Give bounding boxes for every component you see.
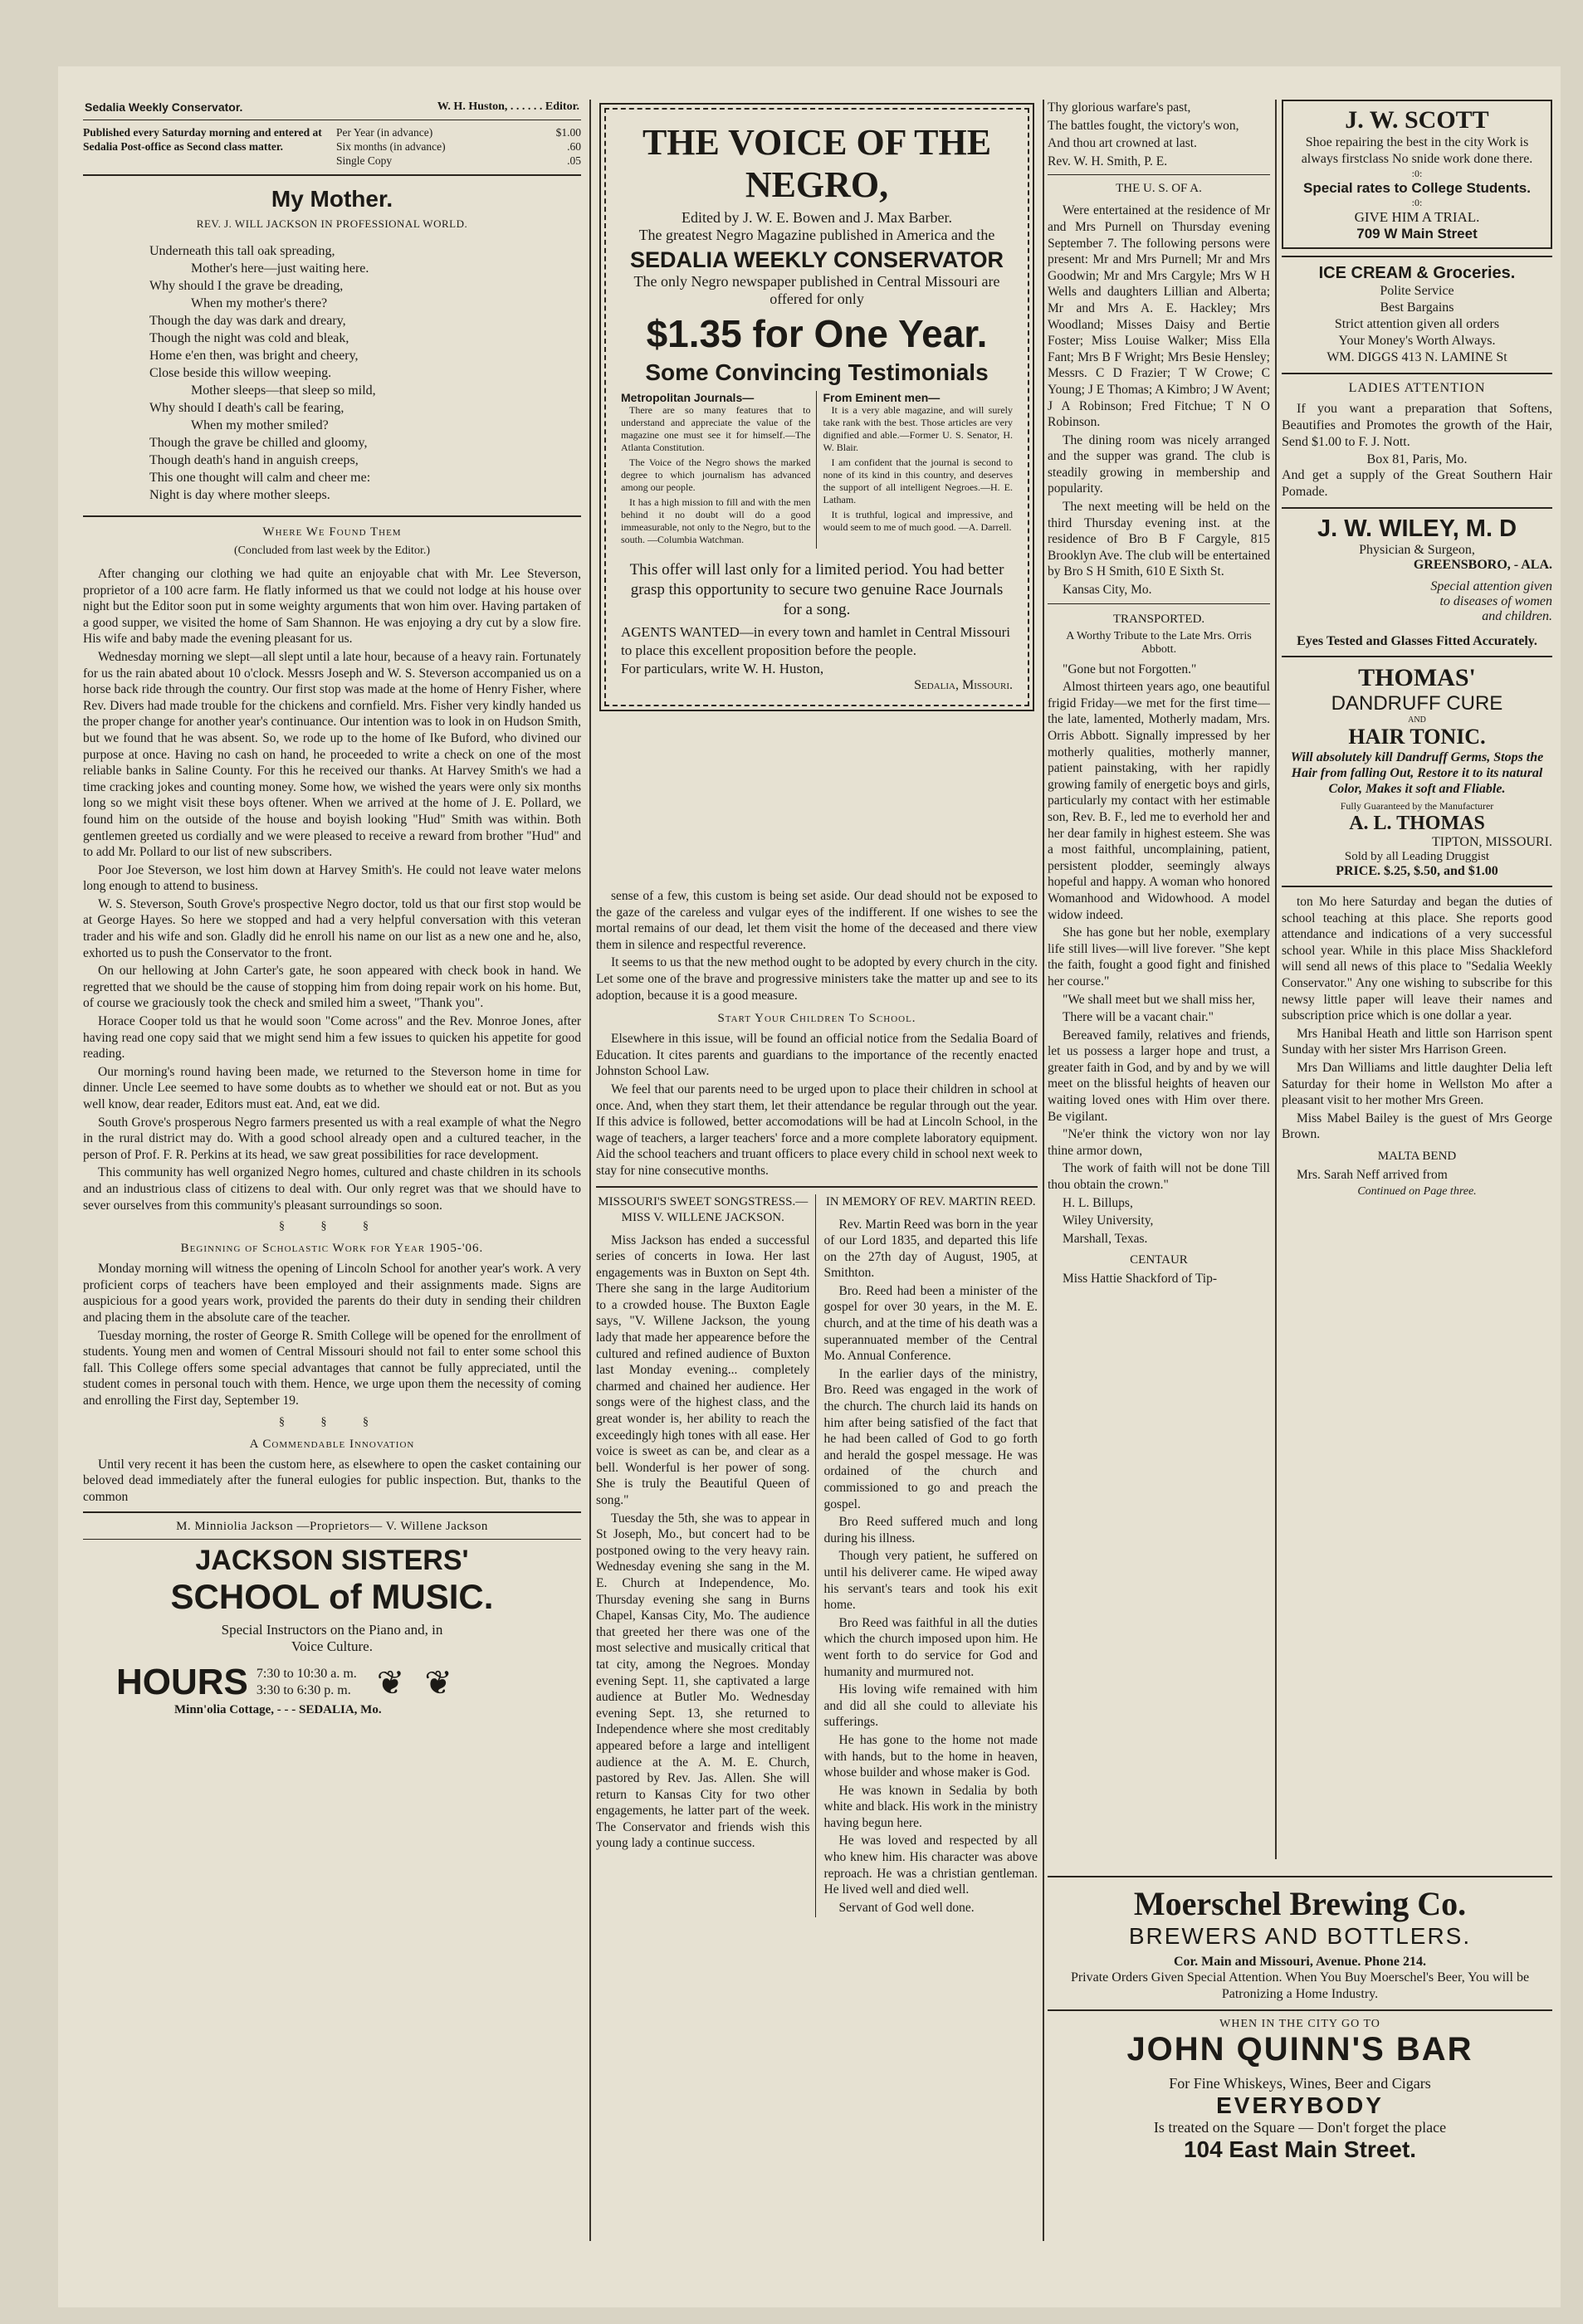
article-paragraph: Bereaved family, relatives and friends, let us possess a larger hope and trust, a greater faith in God, and by and by we will meet on the blissful heights of heaven our waiting loved ones with Him over there. Be vigilant.	[1048, 1028, 1270, 1124]
ad-line: Polite Service	[1380, 284, 1454, 298]
testimonial: It is truthful, logical and impressive, and would seem to me of much good. —A. Darrell.	[823, 509, 1013, 533]
article-heading: A Commendable Innovation	[249, 1437, 415, 1451]
hours-afternoon: 3:30 to 6:30 p. m.	[256, 1683, 351, 1698]
ad-line: Special Instructors on the Piano and, in	[221, 1622, 443, 1638]
column-4	[1282, 100, 1552, 1199]
column-3	[1048, 100, 1270, 1289]
ad-line: Sold by all Leading Druggist	[1344, 850, 1490, 863]
article-paragraph: "We shall meet but we shall miss her,	[1063, 992, 1255, 1007]
ice-cream-ad	[1282, 264, 1552, 366]
ad-title: THE VOICE OF THE	[642, 122, 992, 163]
poem-line: Rev. W. H. Smith, P. E.	[1048, 154, 1168, 168]
ad-name: LADIES ATTENTION	[1348, 381, 1486, 395]
ad-line: Shoe repairing the best in the city Work is always firstclass No snide work done there.	[1301, 135, 1533, 166]
article-body	[83, 566, 581, 1213]
article-paragraph: Almost thirteen years ago, one beautiful frigid Friday—we met for the first time—the late, lamented, Motherly madam, Mrs. Orris Abbott. Signally impressed by her motherly qualities, motherly manner, patient painstaking, with her rapidly growing family of energetic boys and girls, particularly my contact with her estimable son, Rev. B. F., led me to everhold her and her dear family in highest esteem. She was a most faithful, uncomplaining, patient, persistent plodder, seemingly always hopeful and happy. A woman who honored Womanhood and Widowhood. A model widow indeed.	[1048, 680, 1270, 922]
poem-line: When my mother's there?	[191, 296, 328, 310]
ad-line: The greatest Negro Magazine published in America and the	[638, 227, 995, 243]
column-rule	[1043, 100, 1044, 2241]
ad-name: ICE CREAM & Groceries.	[1318, 264, 1516, 282]
rate-row	[336, 139, 581, 154]
ad-line: Special rates to College Students.	[1303, 180, 1531, 196]
ad-line: Voice Culture.	[291, 1638, 373, 1655]
ad-name: JOHN QUINN'S BAR	[1126, 2031, 1473, 2068]
rates-block	[83, 125, 581, 168]
ad-line: Is treated on the Square — Don't forget the place	[1153, 2119, 1447, 2136]
article-body	[596, 1031, 1038, 1179]
poem-line: Underneath this tall oak spreading,	[149, 244, 335, 258]
rate-row	[336, 125, 581, 139]
article-body	[1048, 662, 1270, 1247]
article-paragraph: Were entertained at the residence of Mr and Mrs Purnell on Thursday evening September 7. The following persons were present: Mr and Mrs Purnell; Mr and Mrs Goodwin; Mr and Mrs Cargyle; Mrs W H Wells and daughters Lillian and Alberta; Mr and Mrs A. E. Hackley; Mrs Woodland; Misses Daisy and Bertie Foster; Miss Louise Walker; Miss Ella Fant; Mrs B F Wright; Mrs Besie Hensley; Messrs. C D Frazier; T W Crowe; C Young; J E Thomas; A Kimbro; J W Avent; J A Robinson; Fred Fitchue; T N O Robinson.	[1048, 203, 1270, 430]
music-school-ad	[83, 1520, 581, 1717]
poem-line: Thy glorious warfare's past,	[1048, 100, 1191, 115]
ad-line: DANDRUFF CURE	[1331, 692, 1503, 715]
ad-subheading: Some Convincing Testimonials	[645, 359, 989, 385]
article-paragraph: Wednesday morning we slept—all slept until a late hour, because of a heavy rain. Fortunately for us the rain abated about 10 o'clock. Messrs Joseph and W. S. Steverson accompanied us on a horse back ride through the country. Our first stop was made at the home of Henry Fisher, where Rev. Divers had made trouble for the chickens and cornfield. Mrs. Fisher very kindly handed us the proper change for another year's continuance. Our intention was to look in on Hudson Smith, but we found that he was absent. So, we rode up to the home of Ike Buford, who divined our purpose at once. Having no cash on hand, he proceeded to write a check on one of the most reliable banks in Saline County. For this he received our thanks. At Harvey Smith's we had a time cracking jokes and counting money. Some how, we wished the years were only six months long so we might visit these boys oftener. When we arrived at the home of J. E. Pollard, we found him on the outside of the house and boyish looking "Hud" Smith was within. Both gentlemen greeted us cordially and we were pleased to receive a reward from brother "Hud" and to add Mr. Pollard to our list of new subscribers.	[83, 649, 581, 860]
article-heading: IN MEMORY OF REV. MARTIN REED.	[825, 1194, 1036, 1208]
article-heading: Where We Found Them	[262, 525, 402, 539]
column-2	[596, 100, 1038, 723]
article-paragraph: The next meeting will be held on the third Thursday evening inst. at the residence of Bro B F Cargyle, 815 Brooklyn Ave. The club will be entertained by Bro S H Smith, 610 E Sixth St.	[1048, 500, 1270, 579]
poem-line: Mother's here—just waiting here.	[191, 261, 369, 276]
ad-proprietors: M. Minniolia Jackson —Proprietors— V. Willene Jackson	[176, 1520, 488, 1534]
ad-price: $1.35 for One Year.	[646, 312, 988, 355]
rate-row	[336, 154, 581, 168]
article-heading: THE U. S. OF A.	[1116, 182, 1202, 196]
poem-line: Though the night was cold and bleak,	[149, 331, 349, 345]
article-body	[596, 888, 1038, 1003]
poem-line: Home e'en then, was bright and cheery,	[149, 349, 359, 363]
ad-line: WHEN IN THE CITY GO TO	[1219, 2018, 1380, 2030]
ad-line: Fully Guaranteed by the Manufacturer	[1340, 800, 1494, 812]
brewing-ad	[1048, 1876, 1552, 2003]
article-paragraph: We feel that our parents need to be urged upon to place their children in school at once. And, when they start them, let their attendance be regular through out the year. If this advice is followed, better accomodations will be had at Lincoln School, in the wage of teachers, a larger teachers' force and a more complete laboratory equipment. Aid the school teachers and truant officers to place every child in school next week to stay for nine consecutive months.	[596, 1081, 1038, 1178]
hours-morning: 7:30 to 10:30 a. m.	[256, 1667, 357, 1682]
ad-line: Physician & Surgeon,	[1359, 543, 1475, 557]
column-1	[83, 100, 581, 1717]
thomas-ad	[1282, 664, 1552, 879]
poem-fragment	[1048, 100, 1270, 169]
article-paragraph: After changing our clothing we had quite an enjoyable chat with Mr. Lee Steverson, proprietor of a 100 acre farm. He flatly informed us that we could not lodge at his house over night but the Editor soon put in some weighty arguments that won him over. Having partaken of a good supper, we visited the home of Sam Shannon. He was enjoying a dry cut by a slow fire. His wife and baby made the evening pleasant for us.	[83, 567, 581, 647]
article-paragraph: Tuesday the 5th, she was to appear in St Joseph, Mo., but concert had to be postponed owing to the very heavy rain. Wednesday evening she sang in the M. E. Church at Independence, Mo. Thursday evening she sang in Burns Chapel, Kansas City, Mo. The audience that greeted her there was one of the most selective and musically critical that tat city, among the Negroes. Monday evening Sept. 11, she captivated a large audience at Butler Mo. Wednesday evening Sept. 13, she returned to Independence where she most creditably appeared before a large and intelligent audience at the A. M. E. Church, pastored by Rev. Jas. Allen. She will return to Kansas City for two other engagements, he latter part of the week. The Conservator and friends wish this young lady a continue success.	[596, 1511, 810, 1851]
article-heading: MALTA BEND	[1377, 1149, 1457, 1163]
article-body	[824, 1217, 1038, 1916]
article-paragraph: sense of a few, this custom is being set aside. Our dead should not be exposed to the gaze of the careless and vulgar eyes of the indifferent. If one wishes to see the mortal remains of our dead, let them visit the home of the deceased and there view them in silence and respectful reverence.	[596, 889, 1038, 952]
poem-title: My Mother.	[271, 186, 393, 212]
article-paragraph: On our hellowing at John Carter's gate, he soon appeared with check book in hand. We regretted that we should be the cause of stopping him from doing repair work on his home. But, of course we graciously took the check and smiled him a sweet, "Thank you".	[83, 964, 581, 1011]
testimonial: There are so many features that to understand and appreciate the value of the magazine one must see it for himself.—The Atlanta Constitution.	[621, 404, 811, 453]
article-subheading: (Concluded from last week by the Editor.)	[234, 544, 430, 557]
article-paragraph: H. L. Billups,	[1063, 1195, 1133, 1210]
section-ornament: § § §	[279, 1220, 385, 1233]
article-paragraph: She has gone but her noble, exemplary life still lives—will live forever. "She kept the faith, fought a good fight and finished her course."	[1048, 925, 1270, 989]
article-paragraph: Mrs. Sarah Neff arrived from	[1297, 1167, 1448, 1182]
article-paragraph: Mrs Hanibal Heath and little son Harrison spent Sunday with her sister Mrs Harrison Green.	[1282, 1026, 1552, 1057]
article-body	[1048, 203, 1270, 598]
article-paragraph: The dining room was nicely arranged and the supper was grand. The club is steadily growing in membership and popularity.	[1048, 432, 1270, 496]
article-paragraph: The work of faith will not be done Till thou obtain the crown."	[1048, 1161, 1270, 1193]
poem-line: And thou art crowned at last.	[1048, 136, 1197, 151]
article-paragraph: "Gone but not Forgotten."	[1063, 662, 1197, 676]
rate-price: .05	[567, 154, 581, 167]
hours-label: HOURS	[116, 1662, 248, 1703]
article-paragraph: "Ne'er think the victory won nor lay thine armor down,	[1048, 1127, 1270, 1158]
quinn-ad	[1048, 2018, 1552, 2163]
article-body	[1282, 894, 1552, 1143]
ad-line: Best Bargains	[1380, 300, 1454, 315]
article-paragraph: There will be a vacant chair."	[1063, 1010, 1214, 1025]
ad-line: Strict attention given all orders	[1334, 317, 1500, 331]
article-heading: Start Your Children To School.	[717, 1012, 916, 1026]
article-paragraph: He was loved and respected by all who knew him. His character was above reproach. He was a christian gentleman. He lived well and died well.	[823, 1833, 1038, 1897]
ad-name: JACKSON SISTERS'	[195, 1545, 469, 1577]
testimonial: The Voice of the Negro shows the marked degree to which journalism has advanced among our people.	[621, 456, 811, 493]
ad-line: A. L. THOMAS	[1349, 813, 1485, 834]
ad-line: GIVE HIM A TRIAL.	[1354, 209, 1480, 225]
article-paragraph: Mrs Dan Williams and little daughter Delia left Saturday for their home in Wellston Mo after a pleasant visit to her mother Mrs Green.	[1282, 1060, 1552, 1108]
wiley-ad	[1282, 515, 1552, 649]
article-paragraph: Servant of God well done.	[838, 1900, 975, 1915]
ad-line: and children.	[1482, 609, 1552, 623]
article-paragraph: Kansas City, Mo.	[1063, 583, 1152, 598]
poem-body	[83, 242, 581, 504]
ad-line: to diseases of women	[1439, 594, 1552, 608]
article-paragraph: Poor Joe Steverson, we lost him down at Harvey Smith's. He could not leave water melons long enough to attend to business.	[83, 862, 581, 894]
poem-line: Though the day was dark and dreary,	[149, 314, 346, 328]
article-paragraph: Until very recent it has been the custom here, as elsewhere to open the casket containing our beloved dead immediately after the funeral eulogies for public inspection. But, thanks to the common	[83, 1457, 581, 1504]
poem-line: Close beside this willow weeping.	[149, 366, 332, 380]
article-paragraph: Bro Reed was faithful in all the duties which the church imposed upon him. He went forth to do service for God and humanity and murmured not.	[823, 1615, 1038, 1679]
bottom-ads	[1048, 1876, 1552, 2163]
article-paragraph: W. S. Steverson, South Grove's prospective Negro doctor, told us that our first stop would be at George Hayes. So here we stopped and had a very helpful conversation with this veteran trader and his wife and son. Gladly did he enroll his name on our list as a new one and he, also, exhorted us to push the Conservator to the front.	[83, 896, 581, 960]
article-paragraph: Wiley University,	[1063, 1213, 1154, 1228]
scott-ad	[1282, 100, 1552, 249]
article-heading: Beginning of Scholastic Work for Year 1905-'06.	[180, 1242, 484, 1256]
article-body	[596, 1233, 810, 1853]
paper-name: Sedalia Weekly Conservator.	[85, 100, 243, 114]
ad-name: SCHOOL of MUSIC.	[170, 1577, 494, 1617]
ad-line: Private Orders Given Special Attention. When You Buy Moerschel's Beer, You will be Patronizing a Home Industry.	[1070, 1970, 1530, 2001]
ad-line: Will absolutely kill Dandruff Germs, Stops the Hair from falling Out, Restore it to its natural Color, Makes it soft and Fliable.	[1290, 750, 1544, 796]
article-paragraph: He was known in Sedalia by both white and black. His work in the ministry having begun here.	[823, 1783, 1038, 1830]
poem-line: When my mother smiled?	[191, 418, 329, 432]
voice-of-negro-ad	[604, 108, 1029, 706]
rate-list	[336, 125, 581, 168]
column-2-lower	[596, 888, 1038, 1917]
ad-name: J. W. WILEY, M. D	[1317, 515, 1517, 542]
ad-line: Special attention given	[1430, 579, 1552, 593]
poem-line: This one thought will calm and cheer me:	[149, 471, 371, 485]
article-paragraph: Though very patient, he suffered on until his deliverer came. He wiped away his servant's tears and took his exit home.	[823, 1549, 1038, 1613]
ad-separator: :0:	[1411, 197, 1423, 208]
poem-line: Though death's hand in anguish creeps,	[149, 453, 359, 467]
ad-address: 709 W Main Street	[1356, 226, 1478, 242]
article-body	[83, 1261, 581, 1409]
rate-label: Per Year (in advance)	[336, 126, 433, 139]
ad-line: Box 81, Paris, Mo.	[1366, 452, 1468, 466]
ad-name: THOMAS'	[1358, 664, 1476, 691]
article-heading: TRANSPORTED.	[1112, 612, 1205, 626]
poem-byline: REV. J. WILL JACKSON IN PROFESSIONAL WORLD.	[196, 217, 468, 230]
article-heading: MISSOURI'S SWEET SONGSTRESS.—MISS V. WILLENE JACKSON.	[598, 1194, 809, 1224]
ad-line: The only Negro newspaper published in Central Missouri are offered for only	[633, 273, 1000, 307]
poem-line: Why should I death's call be fearing,	[149, 401, 344, 415]
ad-separator: :0:	[1411, 168, 1423, 179]
ad-address: 104 East Main Street.	[1183, 2136, 1417, 2162]
ad-line: BREWERS AND BOTTLERS.	[1128, 1923, 1472, 1949]
continued-note: Continued on Page three.	[1357, 1184, 1477, 1198]
poem-line: The battles fought, the victory's won,	[1048, 118, 1239, 133]
ad-offer: This offer will last only for a limited period. You had better grasp this opportunity to secure two genuine Race Journals for a song.	[629, 561, 1004, 618]
ad-line: And get a supply of the Great Southern Hair Pomade.	[1282, 468, 1552, 499]
ad-price: PRICE. $.25, $.50, and $1.00	[1336, 864, 1498, 878]
article-paragraph: Tuesday morning, the roster of George R. Smith College will be opened for the enrollment of students. Young men and women of Central Missouri should not fail to enter some school this fall. This College offers some special advantages that cannot be fully appreciated, until the student comes in personal touch with them. Hence, we urge upon them the necessity of coming and enrolling the First day, September 19.	[83, 1328, 581, 1408]
column-rule	[1275, 100, 1277, 1859]
article-paragraph: Bro. Reed had been a minister of the gospel for over 30 years, in the M. E. church, and at the time of his death was a superannuated member of the Central Mo. Annual Conference.	[823, 1283, 1038, 1364]
article-paragraph: Miss Jackson has ended a successful series of concerts in Iowa. Her last engagements was in Buxton on Sept 4th. There she sang in the large Auditorium to a crowded house. The Buxton Eagle says, "V. Willene Jackson, the young lady that made her appearence before the cultured and refined audience of Buxton last Monday evening... completely charmed and chained her audience. Her songs were of the highest class, and the great wonder is, her ability to reach the exceedingly high tones with all ease. Her voice is sweet as can be, and clear as a bell. Wonderful is her power of song. She is truly the Beautiful Queen of song."	[596, 1233, 810, 1507]
ad-line: GREENSBORO, - ALA.	[1413, 558, 1552, 572]
ad-paper-name: SEDALIA WEEKLY CONSERVATOR	[629, 247, 1004, 272]
article-paragraph: In the earlier days of the ministry, Bro. Reed was engaged in the work of the church. The church laid its hands on him after being satisfied of the fact that he had been called of God to go forth and herald the gospel message. He was ordained of the church and commissioned to go and preach the gospel.	[823, 1366, 1038, 1511]
testimonial: I am confident that the journal is second to none of its kind in this country, and deserves the support of all intelligent Negroes.—H. E. Latham.	[823, 456, 1013, 505]
article-subheading: A Worthy Tribute to the Late Mrs. Orris Abbott.	[1066, 629, 1252, 656]
testimonial-heading: From Eminent men—	[823, 391, 941, 404]
ad-address: Minn'olia Cottage, - - - SEDALIA, Mo.	[174, 1703, 382, 1717]
section-ornament: § § §	[279, 1415, 385, 1428]
masthead	[83, 100, 581, 115]
ad-name: J. W. SCOTT	[1345, 106, 1489, 134]
article-paragraph: Rev. Martin Reed was born in the year of our Lord 1835, and departed this life on the 27th day of August, 1905, at Smithton.	[823, 1217, 1038, 1281]
poem-line: Why should I the grave be dreading,	[149, 279, 344, 293]
article-heading: CENTAUR	[1130, 1253, 1188, 1267]
ad-line: Your Money's Worth Always.	[1338, 334, 1496, 348]
ad-line: Eyes Tested and Glasses Fitted Accurately.	[1297, 634, 1537, 648]
article-paragraph: ton Mo here Saturday and began the duties of school teaching at this place. She reports good attendance and indications of a very successful school year. While in this place Miss Shackleford will send all news of this place to "Sedalia Weekly Conservator." Any one wishing to subscribe for this newsy little paper will leave their names and subscription price which is one dollar a year.	[1282, 895, 1552, 1023]
ad-line: TIPTON, MISSOURI.	[1431, 835, 1552, 849]
article-paragraph: Marshall, Texas.	[1063, 1231, 1148, 1246]
article-paragraph: Miss Mabel Bailey is the guest of Mrs George Brown.	[1282, 1111, 1552, 1142]
ad-address: Cor. Main and Missouri, Avenue. Phone 214.	[1173, 1955, 1427, 1969]
poem-line: Though the grave be chilled and gloomy,	[149, 436, 368, 450]
ornament-icon: ❦❦	[376, 1663, 472, 1702]
article-paragraph: Bro Reed suffered much and long during his illness.	[823, 1515, 1038, 1545]
rate-label: Single Copy	[336, 154, 393, 167]
ad-line: EVERYBODY	[1216, 2092, 1384, 2118]
ad-agents: AGENTS WANTED—in every town and hamlet in Central Missouri to place this excellent proposition before the people.	[621, 624, 1011, 658]
newspaper-page	[58, 66, 1561, 2307]
article-paragraph: His loving wife remained with him and did all she could to alleviate his sufferings.	[823, 1682, 1038, 1730]
testimonial: It has a high mission to fill and with the men behind it no doubt will do a good immeasurable, not only to the Negro, but to the south. —Columbia Watchman.	[621, 496, 811, 545]
article-paragraph: Our morning's round having been made, we returned to the Steverson home in time for dinner. Uncle Lee seemed to have some doubts as to whether we should eat or not. But as you well know, dear reader, Editors must eat. And, eat we did.	[83, 1064, 581, 1111]
ad-city: Sedalia, Missouri.	[914, 678, 1013, 692]
article-paragraph: South Grove's prosperous Negro farmers presented us with a real example of what the Negro in the rural district may do. With a good school already open and a cultured teacher, in the person of Prof. F. R. Perkins at its head, we saw great possibilities for race development.	[83, 1115, 581, 1162]
testimonial-list	[621, 404, 811, 546]
article-paragraph: Monday morning will witness the opening of Lincoln School for another year's work. A very proficient corps of teachers have been employed and their assignments made. Signs are auspicious for a good years work, provided the parents do their duty in sending their children and placing them in the absolute care of the teacher.	[83, 1262, 581, 1325]
testimonial-heading: Metropolitan Journals—	[621, 391, 755, 404]
ad-name: Moerschel Brewing Co.	[1133, 1885, 1467, 1922]
article-paragraph: It seems to us that the new method ought to be adopted by every church in the city. Let some one of the brave and progressive ministers take the matter up and see to its adoption, because it is a good measure.	[596, 955, 1038, 1003]
ad-title: NEGRO,	[745, 164, 889, 205]
rate-label: Six months (in advance)	[336, 140, 446, 153]
rate-price: $1.00	[555, 126, 581, 139]
ladies-ad	[1282, 381, 1552, 500]
column-rule	[589, 100, 591, 2241]
ad-line: If you want a preparation that Softens, Beautifies and Promotes the growth of the Hair, Send $1.00 to F. J. Nott.	[1282, 402, 1552, 449]
ad-line: WM. DIGGS 413 N. LAMINE St	[1326, 350, 1507, 364]
article-paragraph: Miss Hattie Shackford of Tip-	[1063, 1272, 1217, 1286]
article-paragraph: Elsewhere in this issue, will be found an official notice from the Sedalia Board of Education. It cites parents and guardians to the importance of the recently enacted Johnston School Law.	[596, 1032, 1038, 1079]
poem-line: Mother sleeps—that sleep so mild,	[191, 383, 376, 398]
ad-line: AND	[1408, 715, 1426, 725]
article-paragraph: This community has well organized Negro homes, cultured and chaste children in its schools and an industrious class of citizens to deal with. Our only regret was that we should have to sever ourselves from this community's pleasant surroundings so soon.	[83, 1165, 581, 1213]
rate-price: .60	[567, 140, 581, 153]
testimonial: It is a very able magazine, and will surely take rank with the best. Those articles are very dignified and able.—Former U. S. Senator, H. W. Blair.	[823, 404, 1013, 453]
ad-lines	[1282, 283, 1552, 366]
ad-line: HAIR TONIC.	[1348, 725, 1486, 749]
ad-particulars: For particulars, write W. H. Huston,	[621, 661, 824, 676]
article-paragraph: Horace Cooper told us that he would soon "Come across" and the Rev. Monroe Jones, after having read one copy said that we might send him a few issues to quicken his appetite for good reading.	[83, 1014, 581, 1062]
ad-line: For Fine Whiskeys, Wines, Beer and Cigars	[1169, 2075, 1431, 2092]
poem-line: Night is day where mother sleeps.	[149, 488, 330, 502]
article-paragraph: He has gone to the home not made with hands, but to the home in heaven, whose builder and whose maker is God.	[823, 1732, 1038, 1780]
editor-line: W. H. Huston, . . . . . . Editor.	[437, 100, 579, 113]
ad-line: Edited by J. W. E. Bowen and J. Max Barber.	[682, 209, 952, 226]
testimonial-list	[823, 404, 1014, 534]
publication-notice: Published every Saturday morning and entered at Sedalia Post-office as Second class matter.	[83, 126, 322, 153]
